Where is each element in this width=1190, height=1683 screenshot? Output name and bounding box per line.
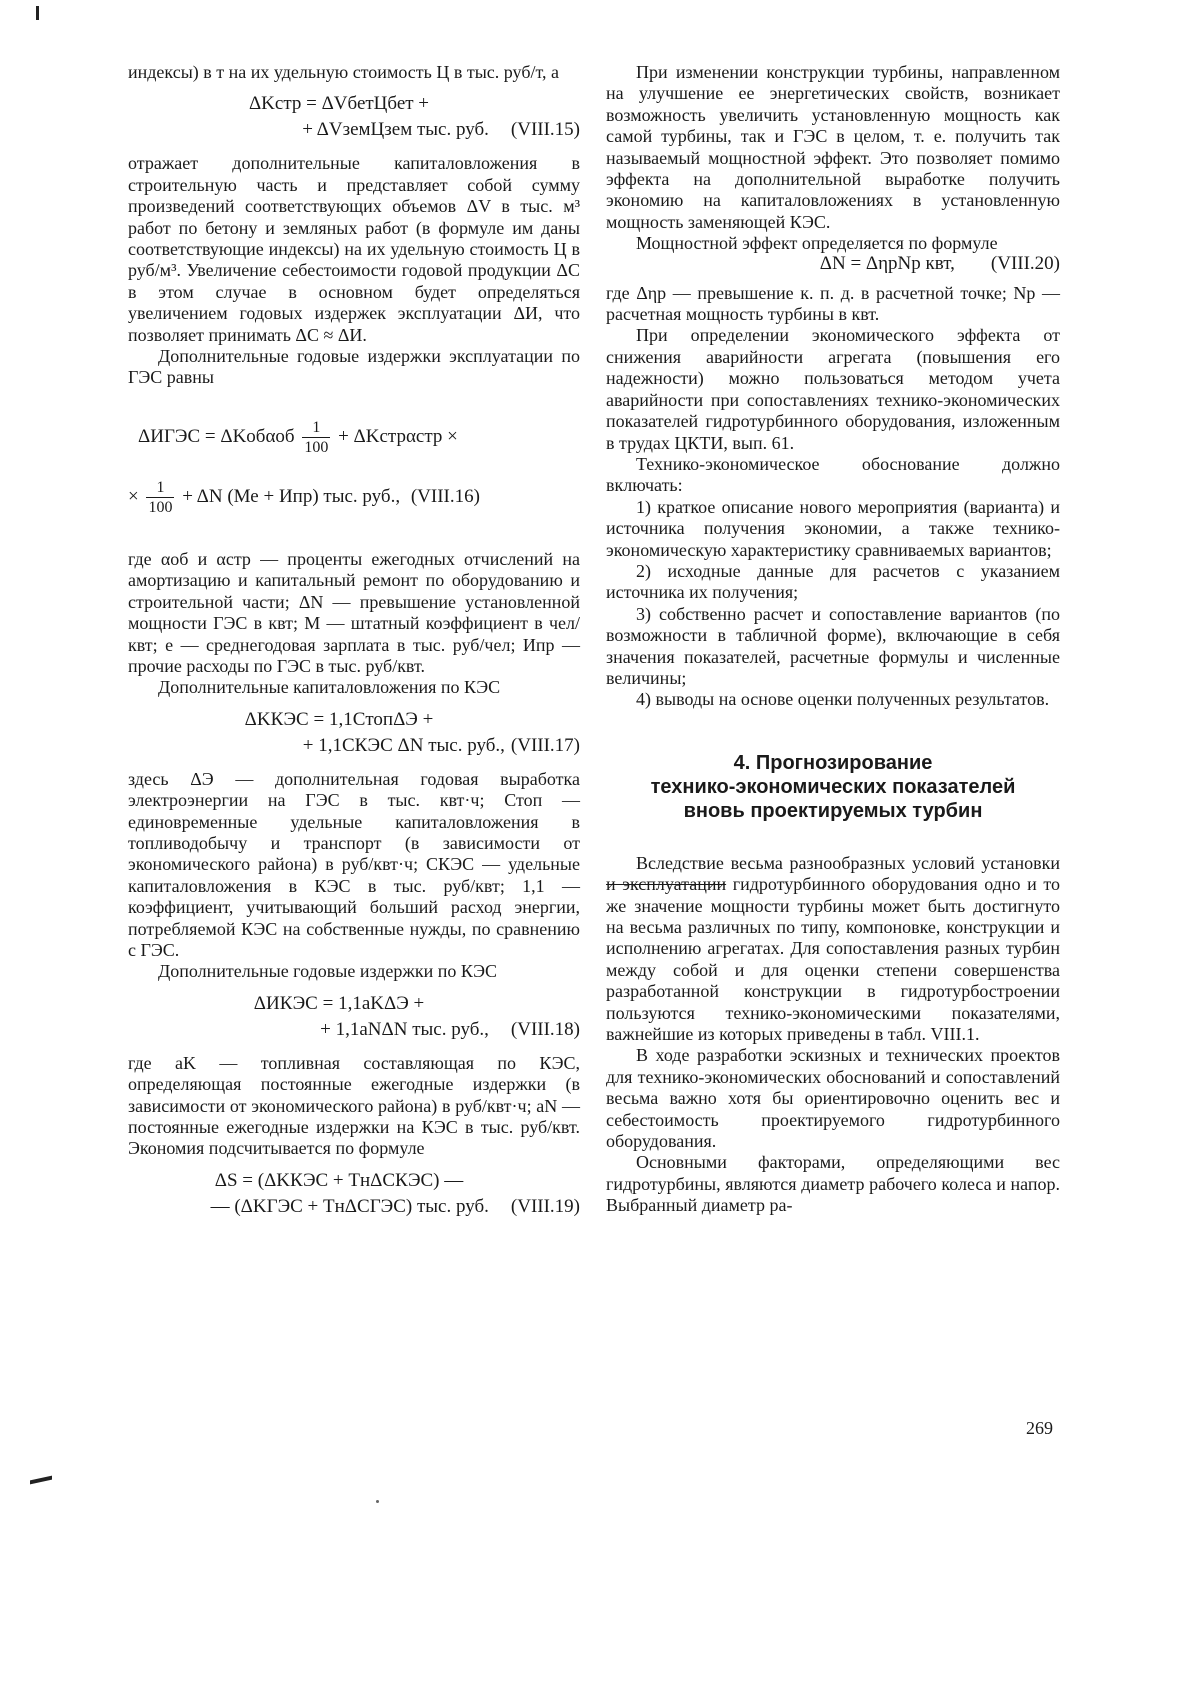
fraction-numerator: 1: [146, 478, 174, 498]
formula-part: ×: [128, 485, 139, 507]
heading-line: вновь проектируемых турбин: [683, 799, 983, 822]
list-item: 2) исходные данные для расчетов с указанием источника их получения;: [606, 560, 1060, 603]
formula-line: ΔKстр = ΔVбетЦбет +: [248, 93, 430, 115]
formula-line: ΔKКЭС = 1,1CтопΔЭ +: [244, 708, 434, 730]
equation-number: (VIII.20): [990, 252, 1060, 274]
heading-line: 4. Прогнозирование: [733, 751, 933, 774]
list-item: 3) собственно расчет и сопоставление вариантов (по возможности в табличной форме), включающие в себя значения показателей, расчетные формулы и численные величины;: [606, 603, 1060, 688]
scan-mark: [376, 1500, 379, 1503]
fraction: [302, 418, 330, 457]
formula-line: + 1,1CКЭС ΔN тыс. руб.,: [302, 734, 505, 756]
paragraph: Дополнительные капиталовложения по КЭС: [158, 677, 501, 698]
paragraph: В ходе разработки эскизных и технических проектов для технико-экономических обоснований и сопоставлений весьма важно хотя бы ориентировочно оценить вес и себестоимость проектируемого гидротурбинного оборудования.: [606, 1045, 1060, 1152]
paragraph: где aK — топливная составляющая по КЭС, определяющая постоянные ежегодные издержки (в зависимости от экономического района) в руб/квт·ч; aN — постоянные ежегодные издержки на КЭС в тыс. руб/квт. Экономия подсчитывается по формуле: [128, 1052, 580, 1159]
formula-part: + ΔKстрαстр ×: [338, 425, 458, 447]
fraction-numerator: 1: [302, 418, 330, 438]
formula-viii-16: [128, 407, 580, 527]
formula-line: + 1,1aNΔN тыс. руб.,: [320, 1018, 489, 1040]
formula-part: + ΔN (Ме + Ипр) тыс. руб.,: [182, 485, 401, 507]
formula-part: ΔИГЭС = ΔKобαоб: [138, 425, 295, 447]
paragraph: индексы) в т на их удельную стоимость Ц в тыс. руб/т, а: [128, 62, 559, 82]
heading-line: технико-экономических показателей: [650, 775, 1016, 798]
formula-viii-19: [128, 1168, 580, 1220]
formula-line: ΔN = ΔηрNр квт,: [819, 252, 955, 274]
formula-viii-17: [128, 707, 580, 759]
fraction-denominator: 100: [148, 499, 173, 517]
equation-number: (VIII.19): [510, 1195, 580, 1217]
left-column: [128, 62, 580, 1230]
paragraph: где Δηр — превышение к. п. д. в расчетной точке; Nр — расчетная мощность турбины в квт.: [606, 282, 1060, 325]
fraction: [146, 478, 174, 517]
paragraph: Основными факторами, определяющими вес гидротурбины, являются диаметр рабочего колеса и напор. Выбранный диаметр ра-: [606, 1152, 1060, 1216]
equation-number: (VIII.16): [410, 485, 480, 507]
paragraph: Дополнительные годовые издержки эксплуатации по ГЭС равны: [128, 346, 580, 388]
formula-line: — (ΔKГЭС + TнΔCГЭС) тыс. руб.: [210, 1195, 489, 1217]
equation-number: (VIII.15): [510, 119, 580, 141]
scan-mark: [30, 1476, 52, 1485]
section-heading: [606, 751, 1060, 823]
paragraph: здесь ΔЭ — дополнительная годовая выработка электроэнергии на ГЭС в тыс. квт·ч; Стоп — единовременные удельные капиталовложения в топливодобычу и транспорт (в зависимости от экономического района) в руб/квт·ч; СКЭС — удельные капиталовложения в КЭС в тыс. руб/квт; 1,1 — коэффициент, учитывающий больший расход энергии, потребляемой КЭС на собственные нужды, по сравнению с ГЭС.: [128, 768, 580, 960]
paragraph: При изменении конструкции турбины, направленном на улучшение ее энергетических свойств, возникает возможность увеличить установленную мощность как самой турбины, так и ГЭС в целом, т. е. получить так называемый мощностной эффект. Это позволяет помимо эффекта на дополнительной выработке получить экономию на капиталовложениях в установленную мощность заменяющей КЭС.: [606, 62, 1060, 232]
list-item: 4) выводы на основе оценки полученных результатов.: [636, 689, 1050, 710]
paragraph: Технико-экономическое обоснование должно включать:: [606, 453, 1060, 496]
paragraph: Мощностной эффект определяется по формуле: [636, 233, 998, 254]
formula-line: ΔИКЭС = 1,1aKΔЭ +: [253, 992, 425, 1014]
scan-mark: [36, 6, 39, 20]
paragraph: отражает дополнительные капиталовложения в строительную часть и представляет собой сумму произведений соответствующих объемов ΔV в тыс. м³ работ по бетону и земляных работ (в формуле им даны соответствующие индексы) на их удельную стоимость Ц в руб/м³. Увеличение себестоимости годовой продукции ΔС в этом случае в основном будет определяться увеличением годовых издержек эксплуатации ΔИ, что позволяет принимать ΔС ≈ ΔИ.: [128, 153, 580, 345]
paragraph: При определении экономического эффекта от снижения аварийности агрегата (повышения его надежности) можно пользоваться методом учета аварийности при сопоставлениях технико-экономических показателей гидротурбинного оборудования, изложенным в трудах ЦКТИ, вып. 61.: [606, 325, 1060, 453]
formula-line: + ΔVземЦзем тыс. руб.: [302, 119, 489, 141]
right-column: [606, 62, 1060, 1217]
formula-line: ΔS = (ΔKКЭС + TнΔCКЭС) —: [214, 1169, 464, 1191]
paragraph: где αоб и αстр — проценты ежегодных отчислений на амортизацию и капитальный ремонт по оборудованию и строительной части; ΔN — превышение установленной мощности ГЭС в квт; М — штатный коэффициент в чел/квт; е — среднегодовая зарплата в тыс. руб/чел; Ипр — прочие расходы по ГЭС в тыс. руб/квт.: [128, 548, 580, 676]
text-run: гидротурбинного оборудования одно и то же значение мощности турбины может быть достигнуто на весьма различных по типу, компоновке, конструкции и исполнению агрегатах. Для сопоставления разных турбин между собой и для оценки степени совершенства разработанной конструкции в гидротурбостроении пользуются технико-экономическими показателями, важнейшие из которых приведены в табл. VIII.1.: [606, 874, 1060, 1045]
paragraph: [606, 853, 1060, 1046]
page-number: 269: [1026, 1418, 1053, 1438]
equation-number: (VIII.18): [510, 1018, 580, 1040]
paragraph: Дополнительные годовые издержки по КЭС: [158, 961, 497, 982]
fraction-denominator: 100: [304, 439, 329, 457]
list-item: 1) краткое описание нового мероприятия (варианта) и источника получения экономии, а также технико-экономическую характеристику сравниваемых вариантов;: [606, 496, 1060, 560]
struck-text: и эксплуатации: [606, 874, 727, 895]
equation-number: (VIII.17): [510, 734, 580, 756]
text-run: Вследствие весьма разнообразных условий установки: [636, 852, 1060, 873]
formula-viii-18: [128, 991, 580, 1043]
formula-viii-15: [128, 91, 580, 143]
